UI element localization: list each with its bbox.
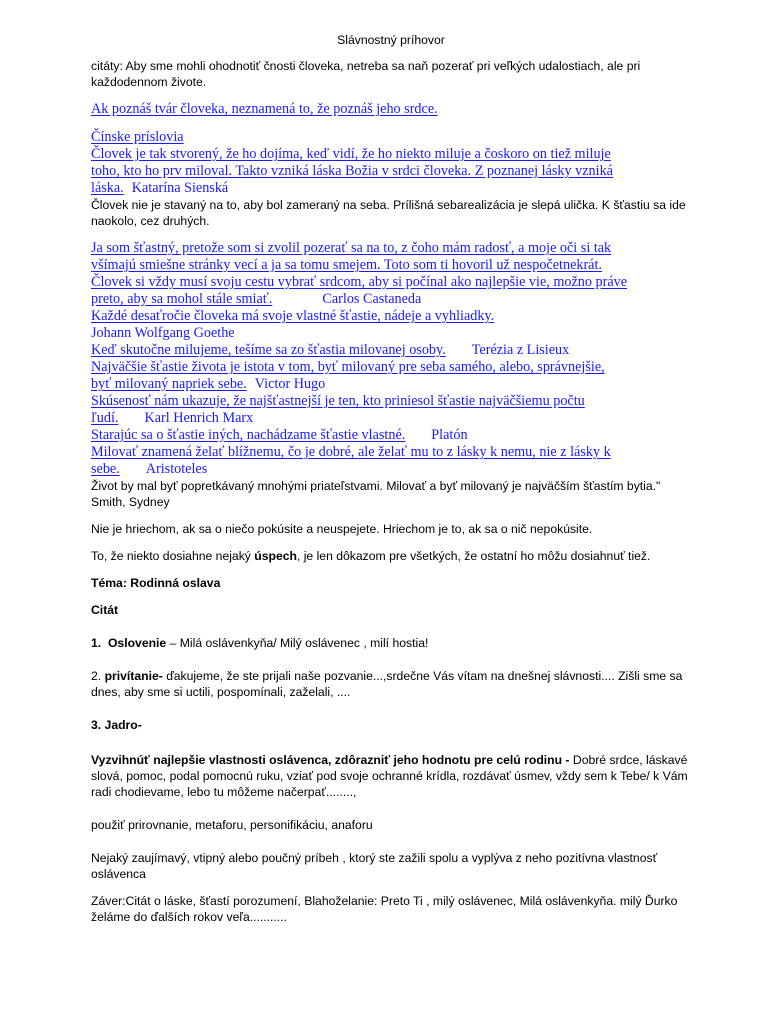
paragraph-success (91, 548, 691, 564)
quote-aristotle-line-1: Milovať znamená želať blížnemu, čo je dobré, ale želať mu to z lásky k nemu, nie z lásky k (91, 444, 611, 460)
quotes-block-happiness (91, 240, 691, 478)
paragraph-selfish: Človek nie je stavaný na to, aby bol zameraný na seba. Prílišná sebarealizácia je slepá ulička. K šťastiu sa ide naokolo, cez druhých. (91, 198, 686, 228)
document-page (91, 32, 691, 925)
paragraph-devices: použiť prirovnanie, metaforu, personifikáciu, anaforu (91, 818, 373, 832)
success-text-after: , je len dôkazom pre všetkých, že ostatní ho môžu dosiahnuť tiež. (296, 549, 651, 563)
author-catherine: Katarína Sienská (131, 180, 229, 196)
paragraph-life: Život by mal byť popretkávaný mnohými priateľstvami. Milovať a byť milovaný je najväčším šťastím bytia." Smith, Sydney (91, 479, 661, 509)
quote-hugo-line-2: byť milovaný napriek sebe. (91, 376, 247, 392)
quote-plato: Starajúc sa o šťastie iných, nachádzame šťastie vlastné. (91, 427, 406, 443)
quote-face: Ak poznáš tvár človeka, neznamená to, že poznáš jeho srdce. (91, 101, 438, 117)
author-hugo: Victor Hugo (254, 376, 326, 392)
quote-marx-line-1: Skúsenosť nám ukazuje, že najšťastnejší je ten, kto priniesol šťastie najväčšiemu počtu (91, 393, 585, 409)
quote-catherine-line-1: Človek je tak stvorený, že ho dojíma, keď vidí, že ho niekto miluje a čoskoro on tiež miluje (91, 146, 611, 162)
author-marx: Karl Henrich Marx (144, 410, 254, 426)
citat-heading: Citát (91, 603, 119, 617)
author-aristotle: Aristoteles (145, 461, 208, 477)
quote-happy-line-1: Ja som šťastný, pretože som si zvolil pozerať sa na to, z čoho mám radosť, a moje oči si tak (91, 240, 612, 256)
chinese-proverbs-heading: Čínske príslovia (91, 129, 184, 145)
quote-castaneda-line-2: preto, aby sa mohol stále smiať. (91, 291, 273, 307)
core-text: Dobré srdce, láskavé slová, pomoc, podal pomocnú ruku, vziať pod svoje ochranné krídla, rozdávať úsmev, vždy sem k Tebe/ k Vám radi chodievame, lebo tu môžeme načerpať........, (91, 753, 688, 799)
section-2-text: ďakujeme, že ste prijali naše pozvanie...,srdečne Vás vítam na dnešnej slávnosti.... Zišli sme sa dnes, aby sme si uctili, pospomínali, zaželali, .... (91, 669, 683, 699)
quote-therese: Keď skutočne milujeme, tešíme sa zo šťastia milovanej osoby. (91, 342, 446, 358)
quote-catherine-line-2: toho, kto ho prv miloval. Takto vzniká láska Božia v srdci človeka. Z poznanej lásky vzniká (91, 163, 613, 179)
section-1-text: – Milá oslávenkyňa/ Milý oslávenec , milí hostia! (166, 636, 429, 650)
author-plato: Platón (431, 427, 468, 443)
author-castaneda: Carlos Castaneda (322, 291, 422, 307)
author-therese: Terézia z Lisieux (471, 342, 570, 358)
quote-castaneda-line-1: Človek si vždy musí svoju cestu vybrať srdcom, aby si počínal ako najlepšie vie, možno práve (91, 274, 628, 290)
paragraph-story: Nejaký zaujímavý, vtipný alebo poučný príbeh , ktorý ste zažili spolu a vyplýva z neho pozitívna vlastnosť oslávenca (91, 851, 658, 881)
quote-happy-line-2: všímajú smiešne stránky vecí a ja sa tomu smejem. Toto som ti hovoril už nespočetnekrát. (91, 257, 602, 273)
paragraph-conclusion: Záver:Citát o láske, šťastí porozumení, Blahoželanie: Preto Ti , milý oslávenec, Milá oslávenkyňa. milý Ďurko želáme do ďalších rokov veľa........... (91, 894, 678, 924)
section-3-heading: 3. Jadro- (91, 718, 142, 732)
success-text-before: To, že niekto dosiahne nejaký (91, 549, 255, 563)
paragraph-sin: Nie je hriechom, ak sa o niečo pokúsite a neuspejete. Hriechom je to, ak sa o nič nepokúsite. (91, 522, 593, 536)
author-goethe: Johann Wolfgang Goethe (91, 325, 235, 341)
section-1-number: 1. (91, 636, 102, 650)
success-text-bold: úspech (254, 549, 297, 563)
intro-paragraph: citáty: Aby sme mohli ohodnotiť čnosti človeka, netreba sa naň pozerať pri veľkých udalostiach, ale pri každodennom živote. (91, 59, 641, 89)
quote-face-block (91, 101, 691, 118)
quote-marx-line-2: ľudí. (91, 410, 119, 426)
document-title: Slávnostný príhovor (337, 33, 445, 47)
quote-catherine-line-3: láska. (91, 180, 124, 196)
theme-heading: Téma: Rodinná oslava (91, 576, 221, 590)
section-1-greeting (91, 635, 691, 651)
section-1-label: Oslovenie (107, 636, 167, 650)
core-paragraph (91, 752, 691, 800)
core-bold-text: Vyzvihnúť najlepšie vlastnosti oslávenca, zdôrazniť jeho hodnotu pre celú rodinu - (91, 753, 570, 767)
section-2-number: 2. (91, 669, 102, 683)
quote-goethe: Každé desaťročie človeka má svoje vlastné šťastie, nádeje a vyhliadky. (91, 308, 495, 324)
quotes-block-chinese (91, 129, 691, 197)
section-2-welcome (91, 668, 691, 700)
quote-hugo-line-1: Najväčšie šťastie života je istota v tom, byť milovaný pre seba samého, alebo, správnejšie, (91, 359, 605, 375)
section-2-label: privítanie- (104, 669, 163, 683)
quote-aristotle-line-2: sebe. (91, 461, 120, 477)
